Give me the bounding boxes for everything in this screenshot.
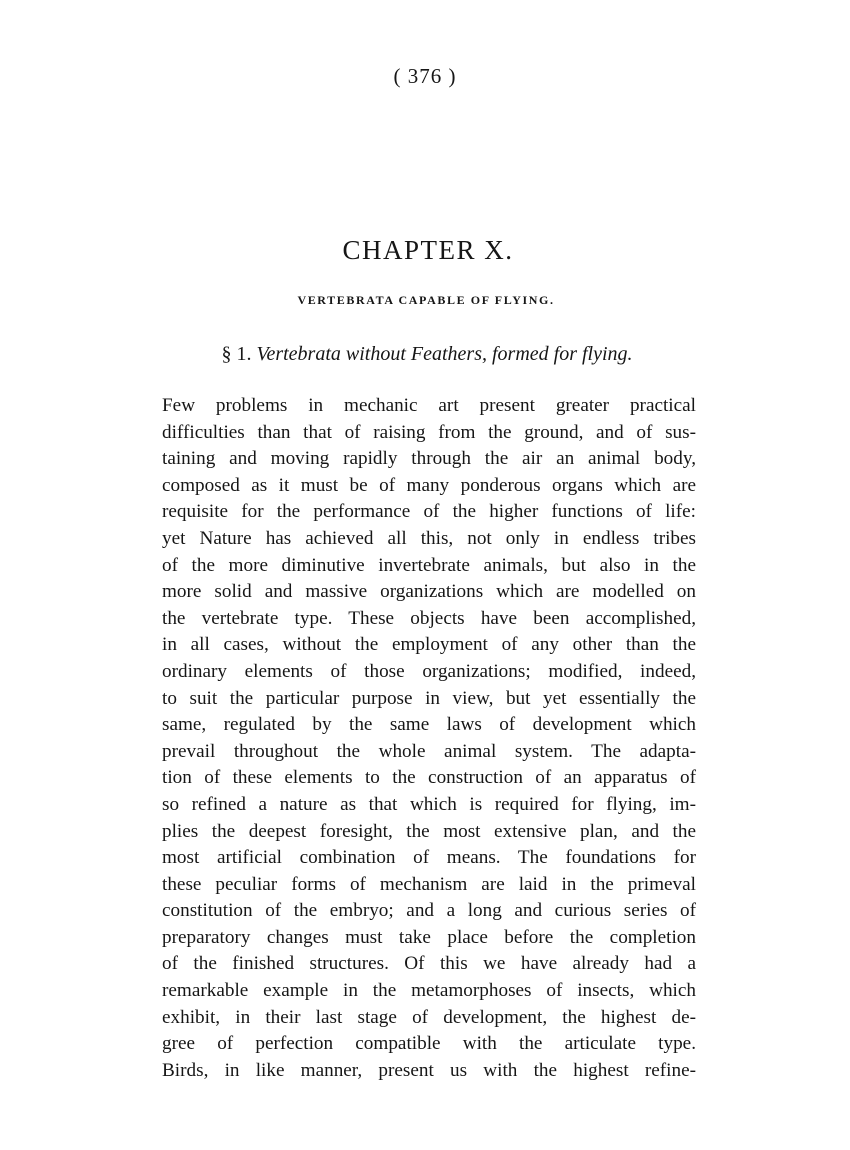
text-line: prevail throughout the whole animal system. The adapta- <box>162 740 696 762</box>
text-line: to suit the particular purpose in view, but yet essentially the <box>162 687 696 709</box>
chapter-subtitle: VERTEBRATA CAPABLE OF FLYING. <box>297 293 555 307</box>
text-line: constitution of the embryo; and a long and curious series of <box>162 900 696 922</box>
text-line: so refined a nature as that which is required for flying, im- <box>162 793 696 815</box>
text-line: tion of these elements to the construction of an apparatus of <box>162 767 696 789</box>
text-line: Few problems in mechanic art present greater practical <box>162 395 696 416</box>
section-title: Vertebrata without Feathers, formed for flying. <box>256 343 633 365</box>
text-line: remarkable example in the metamorphoses of insects, which <box>162 980 696 1002</box>
text-line: preparatory changes must take place before the completion <box>162 926 696 948</box>
text-line: ordinary elements of those organizations; modified, indeed, <box>162 660 696 682</box>
text-line: Birds, in like manner, present us with the highest refine- <box>162 1059 696 1081</box>
text-line: difficulties than that of raising from the ground, and of sus- <box>162 421 696 443</box>
text-line: of the finished structures. Of this we have already had a <box>162 953 696 975</box>
text-line: exhibit, in their last stage of development, the highest de- <box>162 1006 696 1028</box>
section-heading <box>0 341 850 367</box>
page-number: ( 376 ) <box>393 64 457 88</box>
text-line: of the more diminutive invertebrate animals, but also in the <box>162 554 696 576</box>
text-line: same, regulated by the same laws of development which <box>162 714 696 736</box>
body-paragraph <box>162 393 696 1084</box>
text-line: the vertebrate type. These objects have been accomplished, <box>162 607 696 629</box>
section-number: § 1. <box>221 343 252 365</box>
text-line: yet Nature has achieved all this, not only in endless tribes <box>162 527 696 549</box>
text-line: these peculiar forms of mechanism are laid in the primeval <box>162 873 696 895</box>
text-line: in all cases, without the employment of any other than the <box>162 634 696 656</box>
text-line: composed as it must be of many ponderous organs which are <box>162 474 696 496</box>
text-line: gree of perfection compatible with the articulate type. <box>162 1033 696 1055</box>
text-line: most artificial combination of means. The foundations for <box>162 847 696 869</box>
text-line: plies the deepest foresight, the most extensive plan, and the <box>162 820 696 842</box>
text-line: requisite for the performance of the higher functions of life: <box>162 501 696 523</box>
text-line: more solid and massive organizations which are modelled on <box>162 581 696 603</box>
text-line: taining and moving rapidly through the air an animal body, <box>162 448 696 470</box>
chapter-title: CHAPTER X. <box>342 235 514 265</box>
